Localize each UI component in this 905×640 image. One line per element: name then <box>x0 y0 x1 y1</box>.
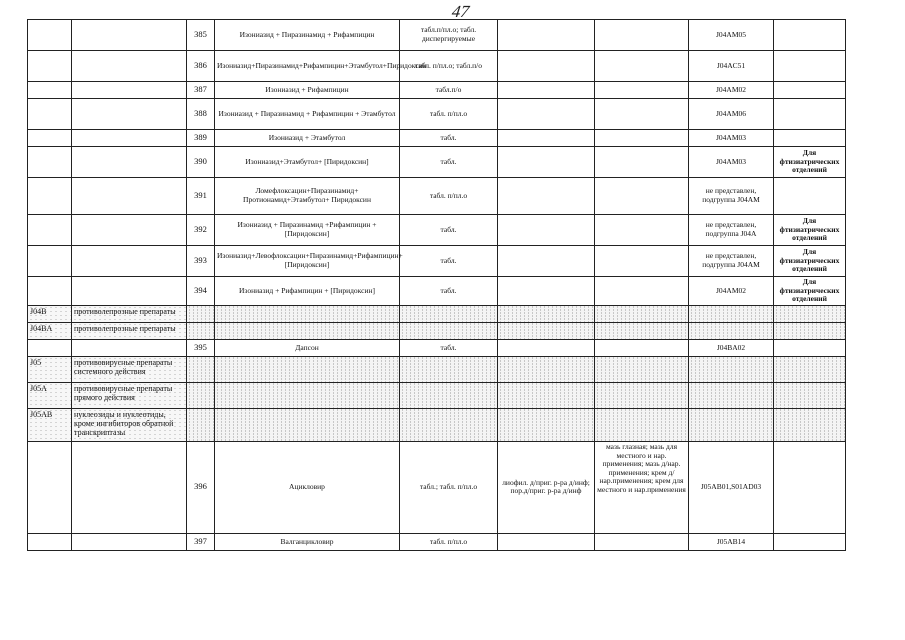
empty-cell <box>28 147 72 178</box>
drug-name: Валганцикловир <box>215 533 400 550</box>
note <box>774 99 846 130</box>
empty-cell <box>28 82 72 99</box>
group-code: J04B <box>28 305 72 322</box>
empty-cell <box>28 20 72 51</box>
row-number: 388 <box>187 99 215 130</box>
row-number: 387 <box>187 82 215 99</box>
dosage-form: табл. п/пл.о <box>400 178 498 215</box>
empty-cell <box>72 178 187 215</box>
note: Для фтизиатрических отделений <box>774 215 846 246</box>
note: Для фтизиатрических отделений <box>774 147 846 178</box>
drug-name: Изониазид+Левофлоксацин+Пиразинамид+Рифампицин+ [Пиридоксин] <box>215 246 400 277</box>
empty-cell <box>498 51 595 82</box>
empty-cell <box>72 277 187 306</box>
table-row <box>28 339 846 356</box>
table-row <box>28 20 846 51</box>
drug-name: Изониазид + Пиразинамид + Рифампицин + Этамбутол <box>215 99 400 130</box>
empty-cell <box>595 130 689 147</box>
row-number: 395 <box>187 339 215 356</box>
note: Для фтизиатрических отделений <box>774 246 846 277</box>
row-number: 396 <box>187 441 215 533</box>
empty-cell <box>595 215 689 246</box>
row-number: 392 <box>187 215 215 246</box>
empty-cell <box>595 147 689 178</box>
drug-name: Изониазид + Рифампицин + [Пиридоксин] <box>215 277 400 306</box>
dosage-form: табл. <box>400 130 498 147</box>
empty-cell <box>72 20 187 51</box>
group-row <box>28 382 846 408</box>
group-row <box>28 356 846 382</box>
drug-name: Ломефлоксацин+Пиразинамид+ Протионамид+Этамбутол+ Пиридоксин <box>215 178 400 215</box>
empty-cell <box>72 147 187 178</box>
group-code: J05AB <box>28 408 72 441</box>
empty-cell <box>595 277 689 306</box>
atc-code: J04BA02 <box>689 339 774 356</box>
table-row <box>28 246 846 277</box>
table-row <box>28 82 846 99</box>
empty-cell <box>72 246 187 277</box>
group-row <box>28 408 846 441</box>
drug-list-table <box>27 19 846 551</box>
empty-cell <box>28 246 72 277</box>
dosage-form: табл. <box>400 277 498 306</box>
drug-name: Изониазид + Пиразинамид + Рифампицин <box>215 20 400 51</box>
drug-name: Изониазид+Пиразинамид+Рифампицин+Этамбутол+Пиридоксин <box>215 51 400 82</box>
dosage-form-hospital: лиофил. д/приг. р-ра д/инф; пор.д/приг. р-ра д/инф <box>498 441 595 533</box>
drug-name: Ацикловир <box>215 441 400 533</box>
empty-cell <box>72 215 187 246</box>
group-label: противовирусные препараты системного действия <box>72 356 187 382</box>
empty-cell <box>595 99 689 130</box>
empty-cell <box>595 51 689 82</box>
atc-code: J04AM03 <box>689 130 774 147</box>
atc-code: J04AM02 <box>689 82 774 99</box>
atc-code: J05AB01,S01AD03 <box>689 441 774 533</box>
empty-cell <box>72 99 187 130</box>
row-number: 389 <box>187 130 215 147</box>
atc-code: J04AM06 <box>689 99 774 130</box>
empty-cell <box>595 82 689 99</box>
empty-cell <box>498 215 595 246</box>
table-row <box>28 147 846 178</box>
empty-cell <box>498 20 595 51</box>
group-row <box>28 305 846 322</box>
empty-cell <box>595 178 689 215</box>
row-number: 391 <box>187 178 215 215</box>
row-number: 397 <box>187 533 215 550</box>
group-row <box>28 322 846 339</box>
dosage-form-local: мазь глазная; мазь для местного и нар. применения; мазь д/нар. применения; крем д/нар.применения; крем для местного и нар.применения <box>595 441 689 533</box>
note <box>774 20 846 51</box>
group-label: нуклеозиды и нуклеотиды, кроме ингибиторов обратной транскриптазы <box>72 408 187 441</box>
atc-code: J04AM02 <box>689 277 774 306</box>
atc-code: J04AC51 <box>689 51 774 82</box>
dosage-form: табл. <box>400 147 498 178</box>
dosage-form: табл.; табл. п/пл.о <box>400 441 498 533</box>
table-row <box>28 533 846 550</box>
table-row <box>28 51 846 82</box>
drug-name: Изониазид+Этамбутол+ [Пиридоксин] <box>215 147 400 178</box>
dosage-form: табл. <box>400 339 498 356</box>
dosage-form: табл. п/пл.о <box>400 99 498 130</box>
note: Для фтизиатрических отделений <box>774 277 846 306</box>
table-row <box>28 99 846 130</box>
table-row <box>28 441 846 533</box>
empty-cell <box>498 246 595 277</box>
row-number: 385 <box>187 20 215 51</box>
empty-cell <box>595 20 689 51</box>
empty-cell <box>28 215 72 246</box>
dosage-form: табл. п/пл.о; табл.п/о <box>400 51 498 82</box>
group-label: противовирусные препараты прямого действия <box>72 382 187 408</box>
drug-name: Дапсон <box>215 339 400 356</box>
note <box>774 82 846 99</box>
group-code: J04BA <box>28 322 72 339</box>
atc-code: J05AB14 <box>689 533 774 550</box>
atc-code: не представлен, подгруппа J04AM <box>689 178 774 215</box>
empty-cell <box>72 82 187 99</box>
table-row <box>28 215 846 246</box>
empty-cell <box>28 178 72 215</box>
dosage-form: табл. п/пл.о <box>400 533 498 550</box>
empty-cell <box>72 51 187 82</box>
table-row <box>28 130 846 147</box>
empty-cell <box>498 178 595 215</box>
empty-cell <box>498 130 595 147</box>
empty-cell <box>595 246 689 277</box>
atc-code: J04AM05 <box>689 20 774 51</box>
note <box>774 51 846 82</box>
note <box>774 130 846 147</box>
empty-cell <box>498 147 595 178</box>
group-code: J05 <box>28 356 72 382</box>
page-number: 47 <box>450 2 471 21</box>
drug-name: Изониазид + Этамбутол <box>215 130 400 147</box>
atc-code: не представлен, подгруппа J04AM <box>689 246 774 277</box>
row-number: 390 <box>187 147 215 178</box>
atc-code: J04AM03 <box>689 147 774 178</box>
empty-cell <box>28 51 72 82</box>
table-row <box>28 178 846 215</box>
empty-cell <box>28 130 72 147</box>
dosage-form: табл. <box>400 215 498 246</box>
drug-name: Изониазид + Рифампицин <box>215 82 400 99</box>
empty-cell <box>498 99 595 130</box>
drug-name: Изониазид + Пиразинамид +Рифампицин + [Пиридоксин] <box>215 215 400 246</box>
row-number: 394 <box>187 277 215 306</box>
empty-cell <box>72 130 187 147</box>
dosage-form: табл. <box>400 246 498 277</box>
row-number: 393 <box>187 246 215 277</box>
empty-cell <box>498 82 595 99</box>
table-row <box>28 277 846 306</box>
group-label: противолепрозные препараты <box>72 305 187 322</box>
group-code: J05A <box>28 382 72 408</box>
empty-cell <box>28 277 72 306</box>
empty-cell <box>498 277 595 306</box>
atc-code: не представлен, подгруппа J04A <box>689 215 774 246</box>
row-number: 386 <box>187 51 215 82</box>
note <box>774 178 846 215</box>
dosage-form: табл.п/о <box>400 82 498 99</box>
empty-cell <box>28 99 72 130</box>
dosage-form: табл.п/пл.о; табл. диспергируемые <box>400 20 498 51</box>
group-label: противолепрозные препараты <box>72 322 187 339</box>
